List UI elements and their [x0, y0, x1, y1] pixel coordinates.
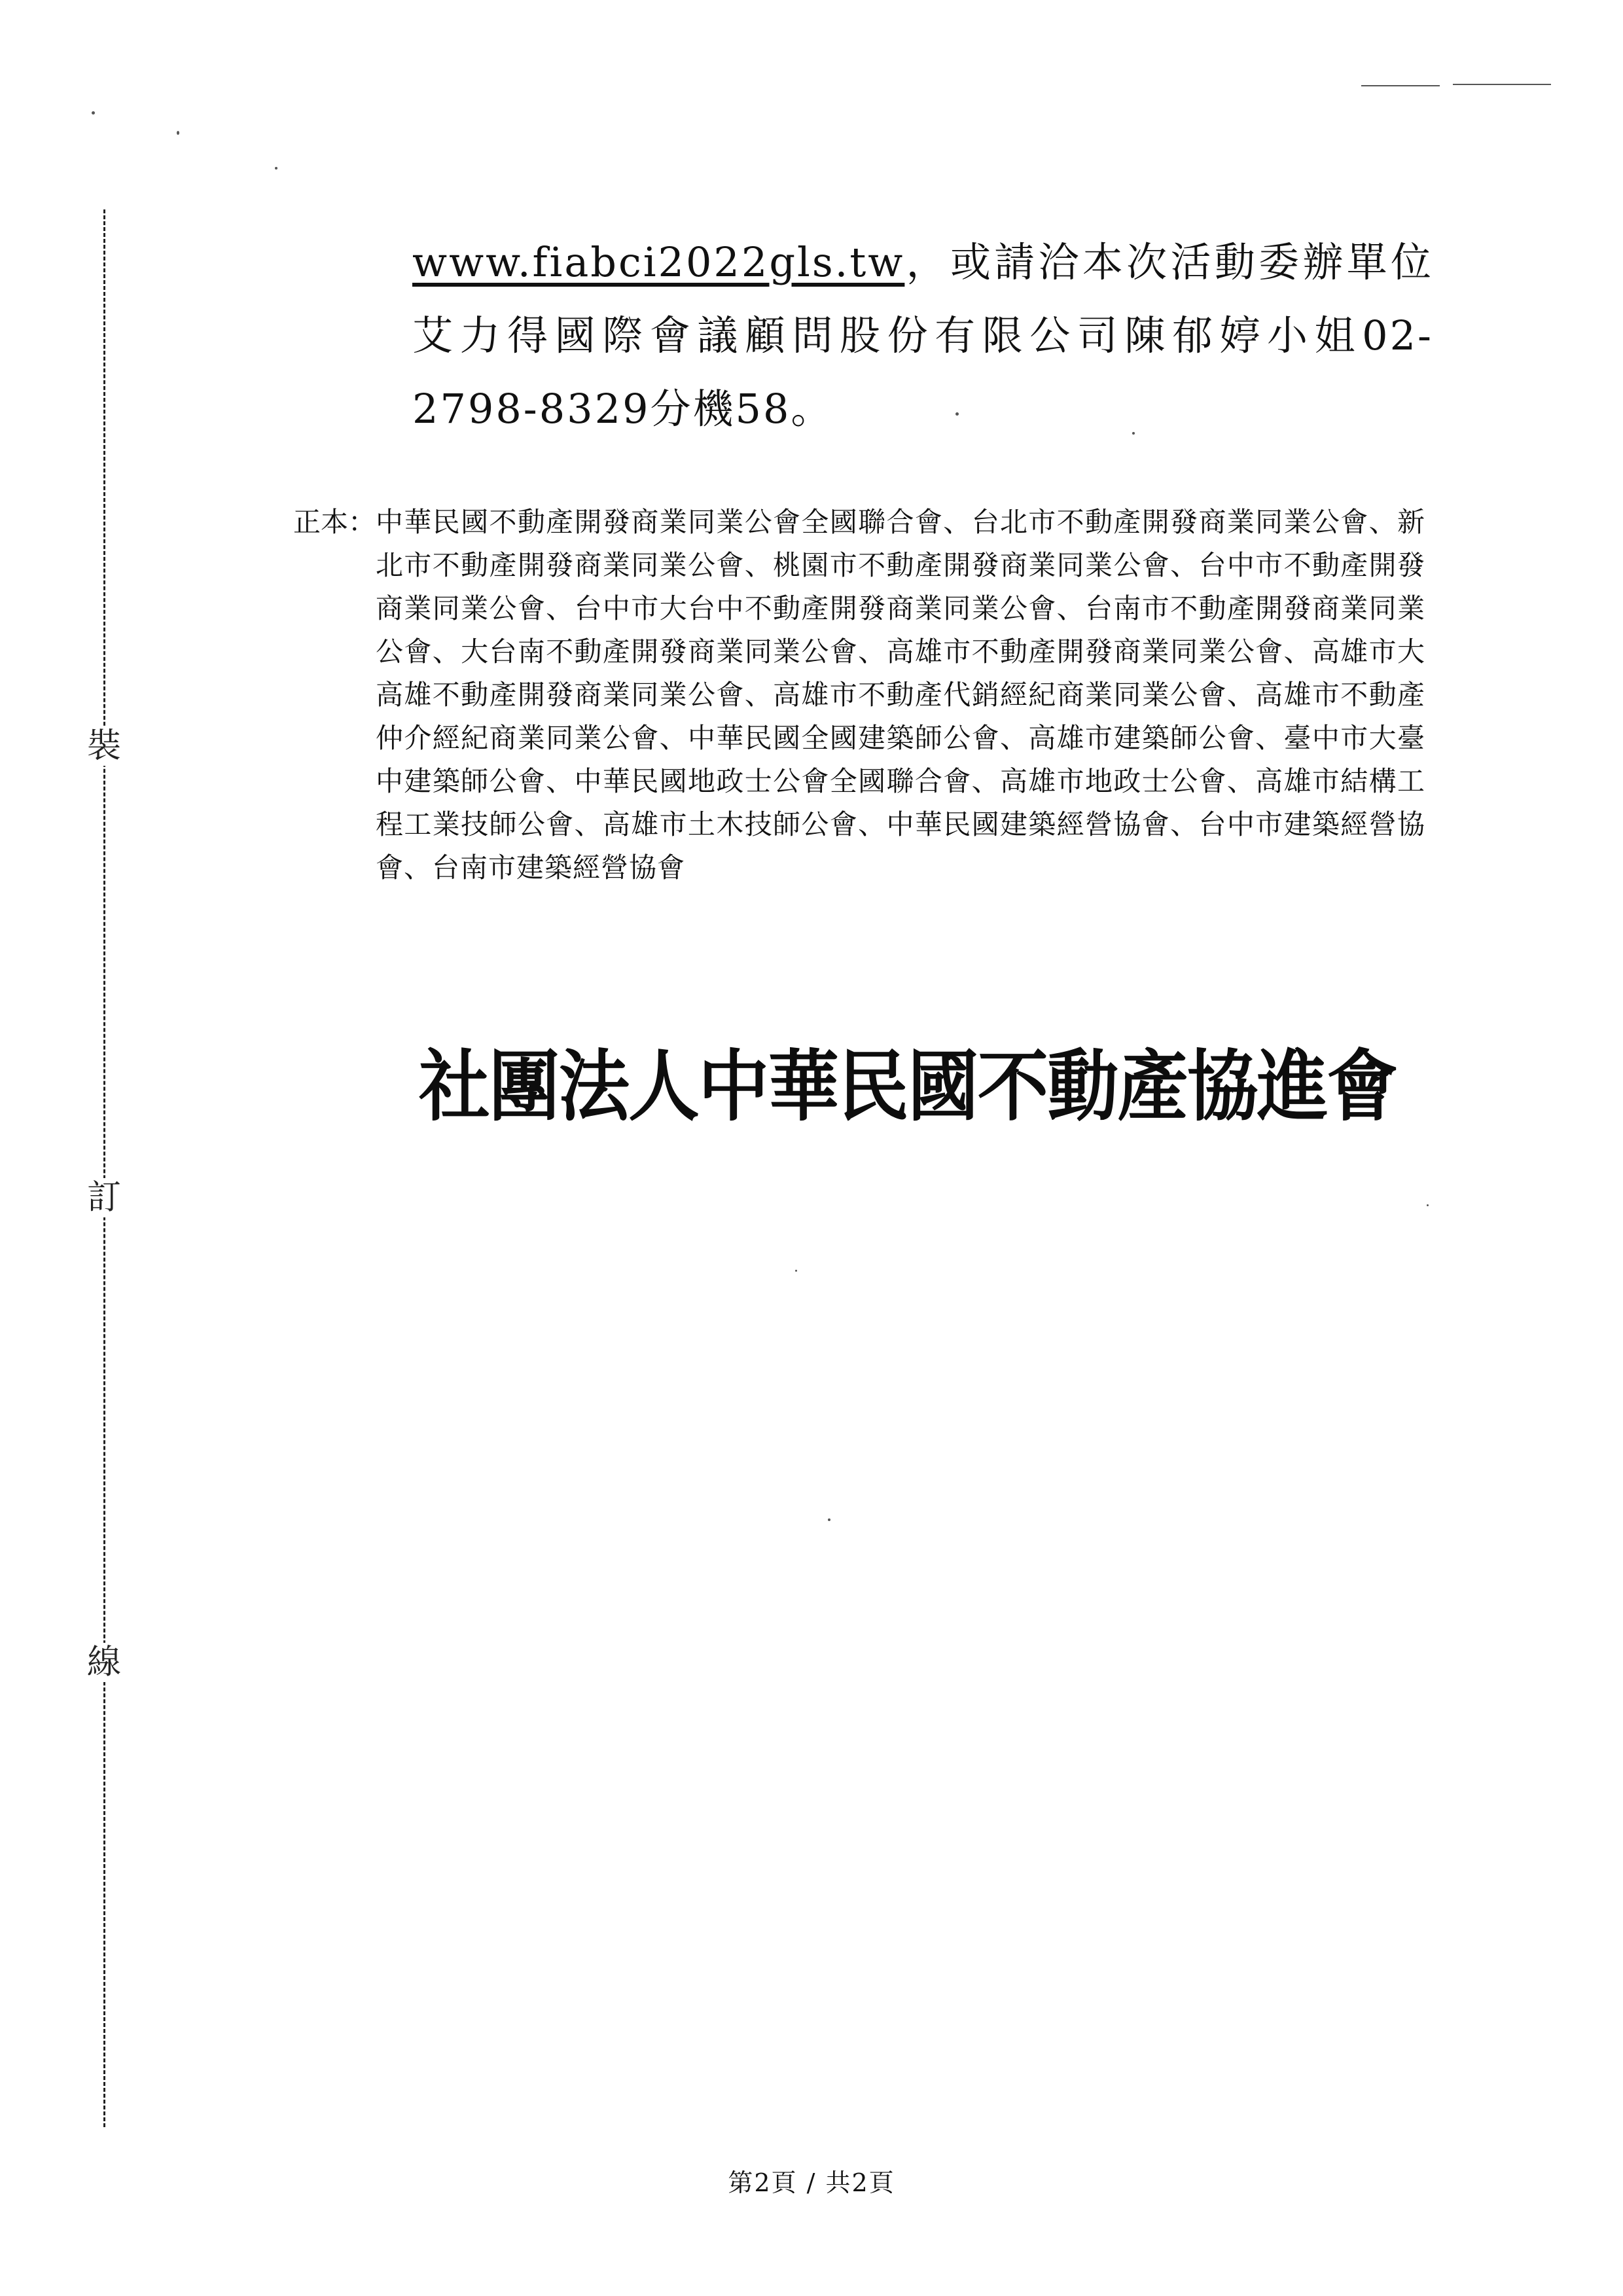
scan-speck — [92, 111, 95, 115]
scan-speck — [955, 412, 959, 416]
scan-speck — [828, 1518, 830, 1521]
binding-label-xian: 線 — [77, 1643, 131, 1682]
contact-text: ，或請洽本次活動委辦單位艾力得國際會議顧問股份有限公司陳郁婷小姐02-2798-8329分機58。 — [412, 238, 1433, 433]
scan-speck — [1132, 432, 1135, 435]
scan-speck — [275, 167, 277, 170]
event-website-link[interactable]: www.fiabci2022gls.tw — [412, 238, 905, 286]
binding-label-zhuang: 裝 — [77, 726, 131, 766]
scan-speck — [1427, 1204, 1429, 1206]
contact-paragraph — [412, 226, 1433, 446]
organization-seal: 社團法人中華民國不動產協進會 — [419, 1041, 1397, 1132]
scan-speck — [177, 131, 179, 135]
binding-dashed-line — [103, 209, 105, 2127]
scan-speck — [1361, 85, 1440, 86]
recipients-block — [293, 501, 1425, 889]
recipients-label: 正本： — [293, 506, 376, 538]
page-number: 第2頁 / 共2頁 — [728, 2168, 895, 2197]
binding-label-ding: 訂 — [77, 1178, 131, 1217]
recipients-list: 中華民國不動產開發商業同業公會全國聯合會、台北市不動產開發商業同業公會、新北市不動產開發商業同業公會、桃園市不動產開發商業同業公會、台中市不動產開發商業同業公會、台中市大台中不動產開發商業同業公會、台南市不動產開發商業同業公會、大台南不動產開發商業同業公會、高雄市不動產開發商業同業公會、高雄市大高雄不動產開發商業同業公會、高雄市不動產代銷經紀商業同業公會、高雄市不動產仲介經紀商業同業公會、中華民國全國建築師公會、高雄市建築師公會、臺中市大臺中建築師公會、中華民國地政士公會全國聯合會、高雄市地政士公會、高雄市結構工程工業技師公會、高雄市土木技師公會、中華民國建築經營協會、台中市建築經營協會、台南市建築經營協會 — [376, 506, 1425, 884]
scan-speck — [795, 1270, 797, 1272]
scan-speck — [1453, 84, 1551, 85]
